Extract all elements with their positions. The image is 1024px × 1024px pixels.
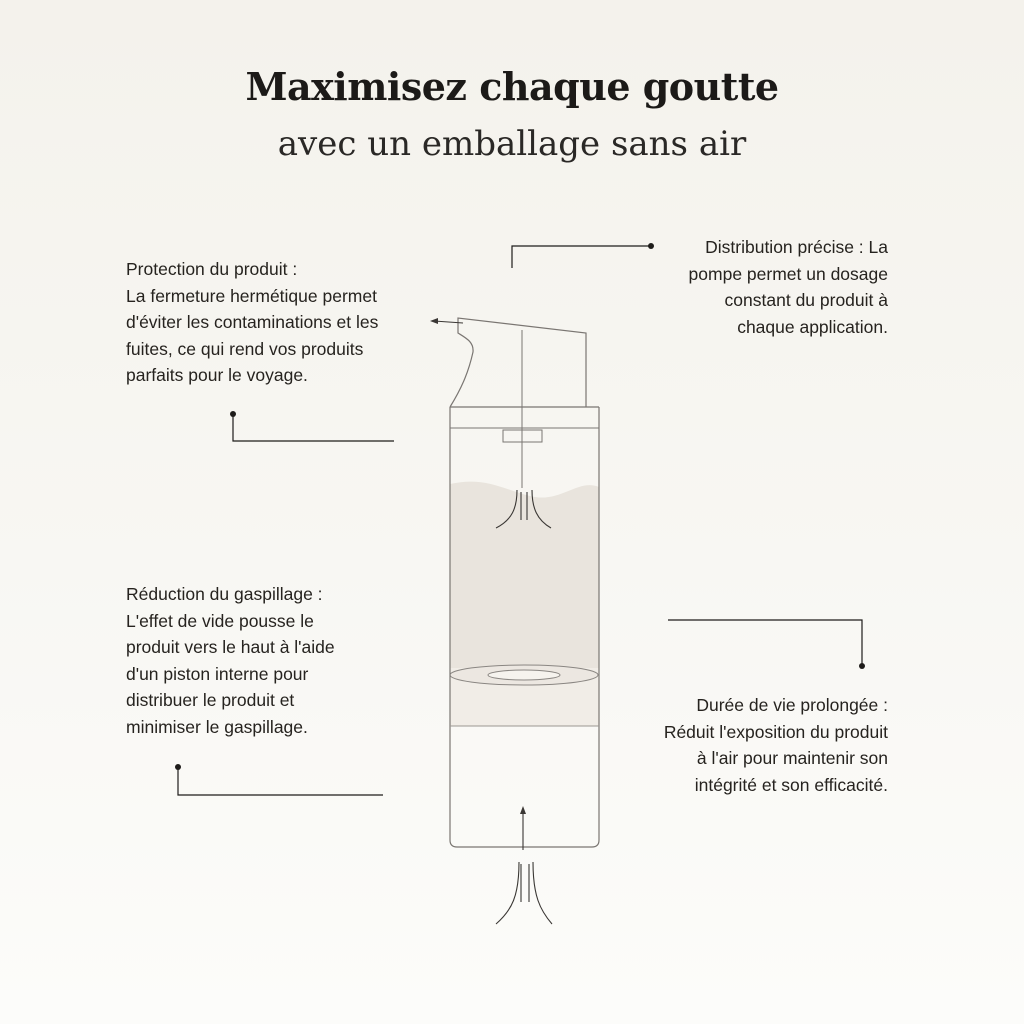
dot-marker — [648, 243, 654, 249]
callout-distribution-line: pompe permet un dosage — [688, 263, 888, 284]
callout-duree-line: Réduit l'exposition du produit — [663, 721, 888, 742]
callout-reduction-line: d'un piston interne pour — [126, 663, 309, 684]
callout-reduction-line: distribuer le produit et — [126, 690, 295, 710]
callout-distribution-line: constant du produit à — [724, 290, 888, 310]
callout-protection-heading: Protection du produit : — [126, 259, 298, 279]
callout-duree — [664, 692, 888, 798]
flow-lines-bottom — [496, 813, 552, 924]
leader-reduction — [178, 767, 383, 795]
callout-protection-line: d'éviter les contaminations et les — [126, 312, 379, 332]
callout-protection-line: parfaits pour le voyage. — [126, 365, 308, 385]
callout-distribution — [689, 234, 888, 340]
callout-duree-line: intégrité et son efficacité. — [694, 774, 888, 795]
callout-protection — [126, 256, 378, 389]
callout-reduction-line: L'effet de vide pousse le — [126, 610, 314, 631]
dot-marker — [859, 663, 865, 669]
callout-reduction-line: minimiser le gaspillage. — [126, 716, 308, 737]
callout-duree-line: à l'air pour maintenir son — [696, 748, 888, 768]
leader-protection-bracket — [233, 414, 394, 441]
callout-duree-heading: Durée de vie prolongée : — [696, 695, 888, 715]
callout-distribution-heading: Distribution précise : La — [705, 237, 888, 257]
callout-distribution-line: chaque application. — [737, 316, 888, 337]
leader-distribution — [512, 246, 651, 268]
leader-duree — [668, 620, 862, 665]
dot-marker — [230, 411, 236, 417]
pump-head — [450, 318, 586, 407]
page-title: Maximisez chaque goutte — [245, 64, 779, 109]
callout-reduction — [126, 581, 335, 740]
arrow-icon — [520, 806, 526, 814]
arrow-icon — [430, 318, 438, 324]
page-subtitle: avec un emballage sans air — [277, 124, 747, 164]
callout-protection-line: fuites, ce qui rend vos produits — [126, 338, 364, 359]
callout-protection-line: La fermeture hermétique permet — [126, 285, 377, 306]
callout-reduction-line: produit vers le haut à l'aide — [126, 637, 335, 657]
piston-disk-inner — [488, 670, 560, 680]
dot-marker — [175, 764, 181, 770]
callout-reduction-heading: Réduction du gaspillage : — [126, 584, 323, 604]
product-fill — [450, 482, 599, 668]
leader-protection — [434, 321, 463, 323]
